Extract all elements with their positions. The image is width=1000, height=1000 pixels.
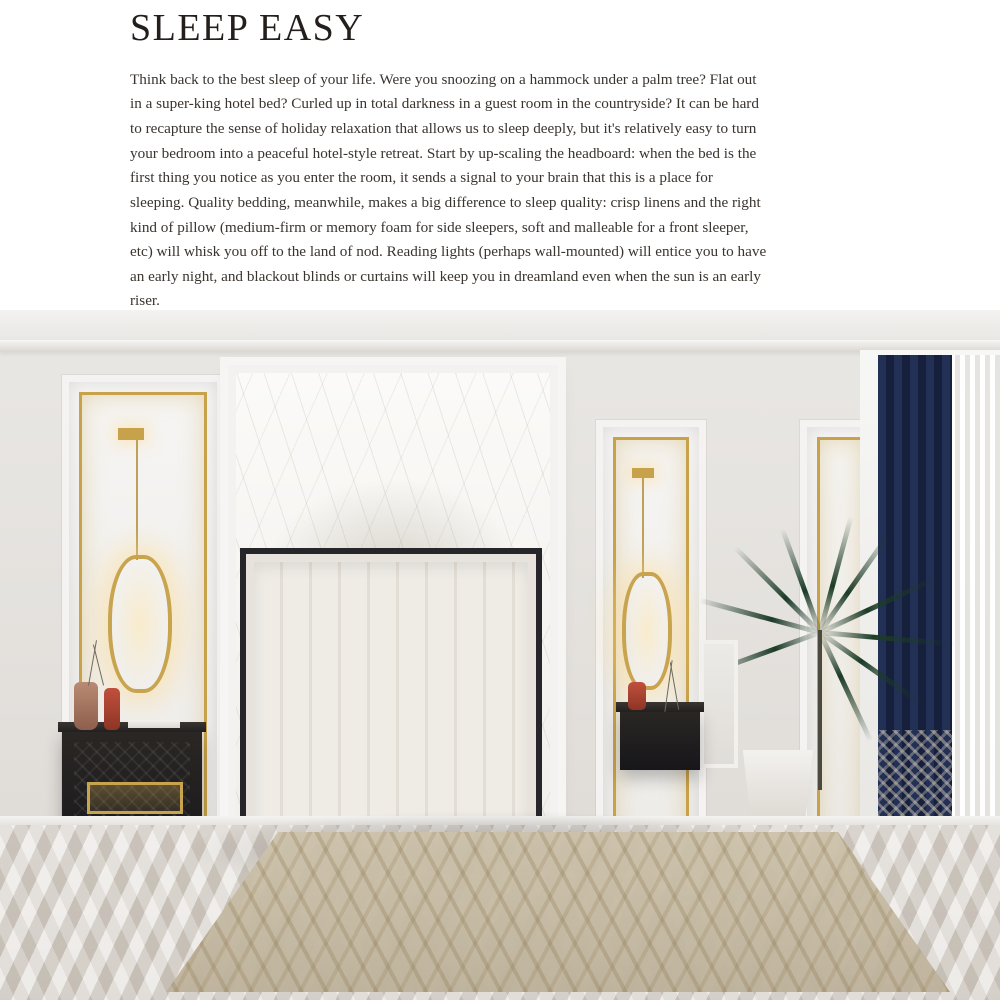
pendant-light-right xyxy=(622,572,672,690)
cornice-moulding xyxy=(0,340,1000,352)
stacked-books xyxy=(128,720,180,728)
red-vase xyxy=(104,688,120,730)
vase-dark xyxy=(628,682,646,710)
pendant-cord-right xyxy=(642,478,644,578)
page-title: SLEEP EASY xyxy=(130,7,365,49)
nightstand-drawer-handle[interactable] xyxy=(87,782,183,814)
palm-trunk xyxy=(818,630,822,790)
terracotta-vase xyxy=(74,682,98,730)
patterned-rug xyxy=(150,832,950,992)
pendant-light-left xyxy=(108,555,172,693)
nightstand-right xyxy=(620,710,700,770)
wall-sconce-right xyxy=(632,468,654,478)
side-panel xyxy=(700,640,738,768)
pendant-cord-left xyxy=(136,440,138,560)
bedroom-photograph xyxy=(0,310,1000,1000)
article-body: Think back to the best sleep of your life. Were you snoozing on a hammock under a palm tree? Flat out in a super-king hotel bed? Curled up in total darkness in a guest room in the countryside? It can be hard to recapture the sense of holiday relaxation that allows us to sleep deeply, but it's relatively easy to turn your bedroom into a peaceful hotel-style retreat. Start by up-scaling the headboard: when the bed is the first thing you notice as you enter the room, it sends a signal to your brain that this is a place for sleeping. Quality bedding, meanwhile, makes a big difference to sleep quality: crisp linens and the right kind of pillow (medium-firm or memory foam for side sleepers, soft and malleable for a front sleeper, etc) will whisk you off to the land of nod. Reading lights (perhaps wall-mounted) will entice you to have an early night, and blackout blinds or curtains will keep you in dreamland even when the sun is an early riser. xyxy=(130,70,767,310)
wall-sconce-left xyxy=(118,428,144,440)
article-text-block xyxy=(130,8,770,314)
